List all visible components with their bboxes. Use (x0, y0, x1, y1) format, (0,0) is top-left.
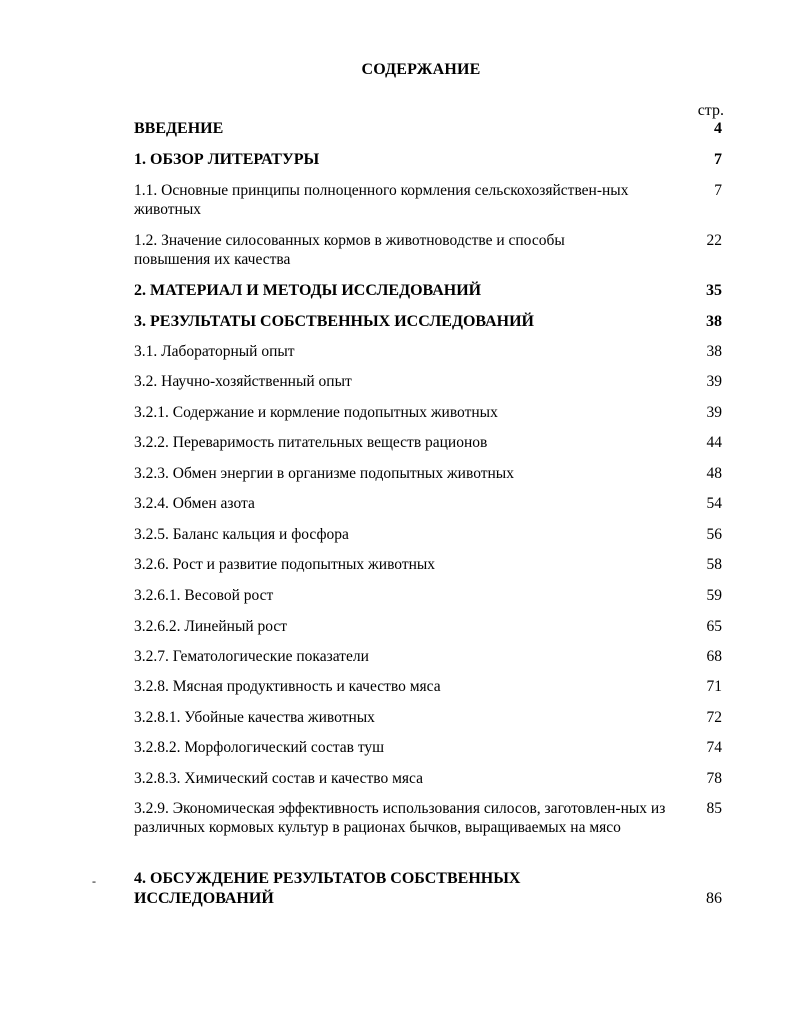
stray-mark: - (92, 874, 96, 888)
toc-entry-page: 44 (706, 434, 722, 451)
toc-entry-page: 38 (706, 313, 722, 330)
toc-entry-title: 3.2.1. Содержание и кормление подопытных животных (134, 404, 498, 421)
toc-entry-title: ВВЕДЕНИЕ (134, 120, 224, 137)
toc-entry-chapter-4 (134, 869, 724, 909)
toc-entry-page: 59 (706, 587, 722, 604)
toc-entry-3-1 (134, 342, 724, 361)
toc-entry-page: 74 (706, 739, 722, 756)
toc-entry-page: 35 (706, 282, 722, 299)
toc-entry-title: 3.2.7. Гематологические показатели (134, 648, 369, 665)
toc-entry-1-2 (134, 231, 724, 271)
toc-entry-title: 3.2.6. Рост и развитие подопытных животных (134, 556, 436, 573)
toc-entry-3-2-8-2 (134, 738, 724, 757)
toc-entry-chapter-1 (134, 150, 724, 169)
toc-entry-3-2-6-2 (134, 617, 724, 636)
toc-entry-3-2-7 (134, 647, 724, 666)
toc-entry-chapter-2 (134, 281, 724, 300)
toc-entry-3-2-5 (134, 525, 724, 544)
toc-entry-page: 38 (706, 343, 722, 360)
toc-entry-title: 3.2.8.2. Морфологический состав туш (134, 739, 385, 756)
toc-entry-title: 3.2.8.1. Убойные качества животных (134, 709, 375, 726)
toc-entry-page: 39 (706, 404, 722, 421)
toc-entry-title: 3.2.9. Экономическая эффективность использования силосов, заготовлен-ных из различных кормовых культур в рационах бычков, выращиваемых на мясо (134, 800, 666, 836)
toc-entry-title: 3.2.8.3. Химический состав и качество мяса (134, 770, 423, 787)
toc-entry-page: 65 (706, 618, 722, 635)
toc-entry-title: 3. РЕЗУЛЬТАТЫ СОБСТВЕННЫХ ИССЛЕДОВАНИЙ (134, 313, 534, 330)
page-title: СОДЕРЖАНИЕ (361, 61, 481, 78)
toc-entry-page: 58 (706, 556, 722, 573)
toc-entry-3-2-6-1 (134, 586, 724, 605)
toc-entry-1-1 (134, 181, 724, 221)
toc-entry-3-2 (134, 372, 724, 391)
toc-entry-title: 3.2.8. Мясная продуктивность и качество мяса (134, 678, 441, 695)
toc-entry-page: 85 (706, 800, 722, 817)
toc-entry-page: 78 (706, 770, 722, 787)
toc-entry-page: 7 (714, 151, 722, 168)
toc-entry-title: 3.1. Лабораторный опыт (134, 343, 295, 360)
toc-entry-page: 68 (706, 648, 722, 665)
toc-entry-introduction (134, 119, 724, 138)
toc-entry-title: 1.2. Значение силосованных кормов в животноводстве и способы повышения их качества (134, 232, 565, 268)
toc-entry-page: 72 (706, 709, 722, 726)
toc-entry-title: 3.2.5. Баланс кальция и фосфора (134, 526, 349, 543)
toc-entry-page: 86 (706, 890, 722, 907)
toc-entry-3-2-3 (134, 464, 724, 483)
toc-entry-title: 3.2.6.2. Линейный рост (134, 618, 288, 635)
toc-entry-page: 7 (714, 182, 722, 199)
toc-entry-title: 2. МАТЕРИАЛ И МЕТОДЫ ИССЛЕДОВАНИЙ (134, 282, 482, 299)
toc-entry-3-2-6 (134, 555, 724, 574)
toc-entry-page: 48 (706, 465, 722, 482)
toc-entry-3-2-1 (134, 403, 724, 422)
toc-entry-title: 3.2.2. Переваримость питательных веществ рационов (134, 434, 488, 451)
toc-entry-page: 39 (706, 373, 722, 390)
toc-entry-title: 1. ОБЗОР ЛИТЕРАТУРЫ (134, 151, 320, 168)
toc-entry-3-2-8-1 (134, 708, 724, 727)
toc-entry-3-2-4 (134, 494, 724, 513)
toc-entry-page: 54 (706, 495, 722, 512)
toc-entry-3-2-2 (134, 433, 724, 452)
toc-entry-title: 3.2.3. Обмен энергии в организме подопытных животных (134, 465, 514, 482)
page-column-label: стр. (697, 102, 724, 119)
toc-entry-3-2-9 (134, 799, 724, 859)
toc-entry-title: 3.2.6.1. Весовой рост (134, 587, 274, 604)
toc-entry-page: 71 (706, 678, 722, 695)
toc-entry-title: 1.1. Основные принципы полноценного кормления сельскохозяйствен-ных животных (134, 182, 629, 218)
toc-entry-chapter-3 (134, 312, 724, 331)
toc-entry-title: 3.2.4. Обмен азота (134, 495, 255, 512)
toc-entry-3-2-8 (134, 677, 724, 696)
toc-entry-page: 4 (714, 120, 722, 137)
toc-entry-3-2-8-3 (134, 769, 724, 788)
toc-entry-page: 22 (706, 232, 722, 249)
toc-entry-title: 4. ОБСУЖДЕНИЕ РЕЗУЛЬТАТОВ СОБСТВЕННЫХ ИССЛЕДОВАНИЙ (134, 870, 521, 907)
toc-entry-title: 3.2. Научно-хозяйственный опыт (134, 373, 352, 390)
toc-entry-page: 56 (706, 526, 722, 543)
